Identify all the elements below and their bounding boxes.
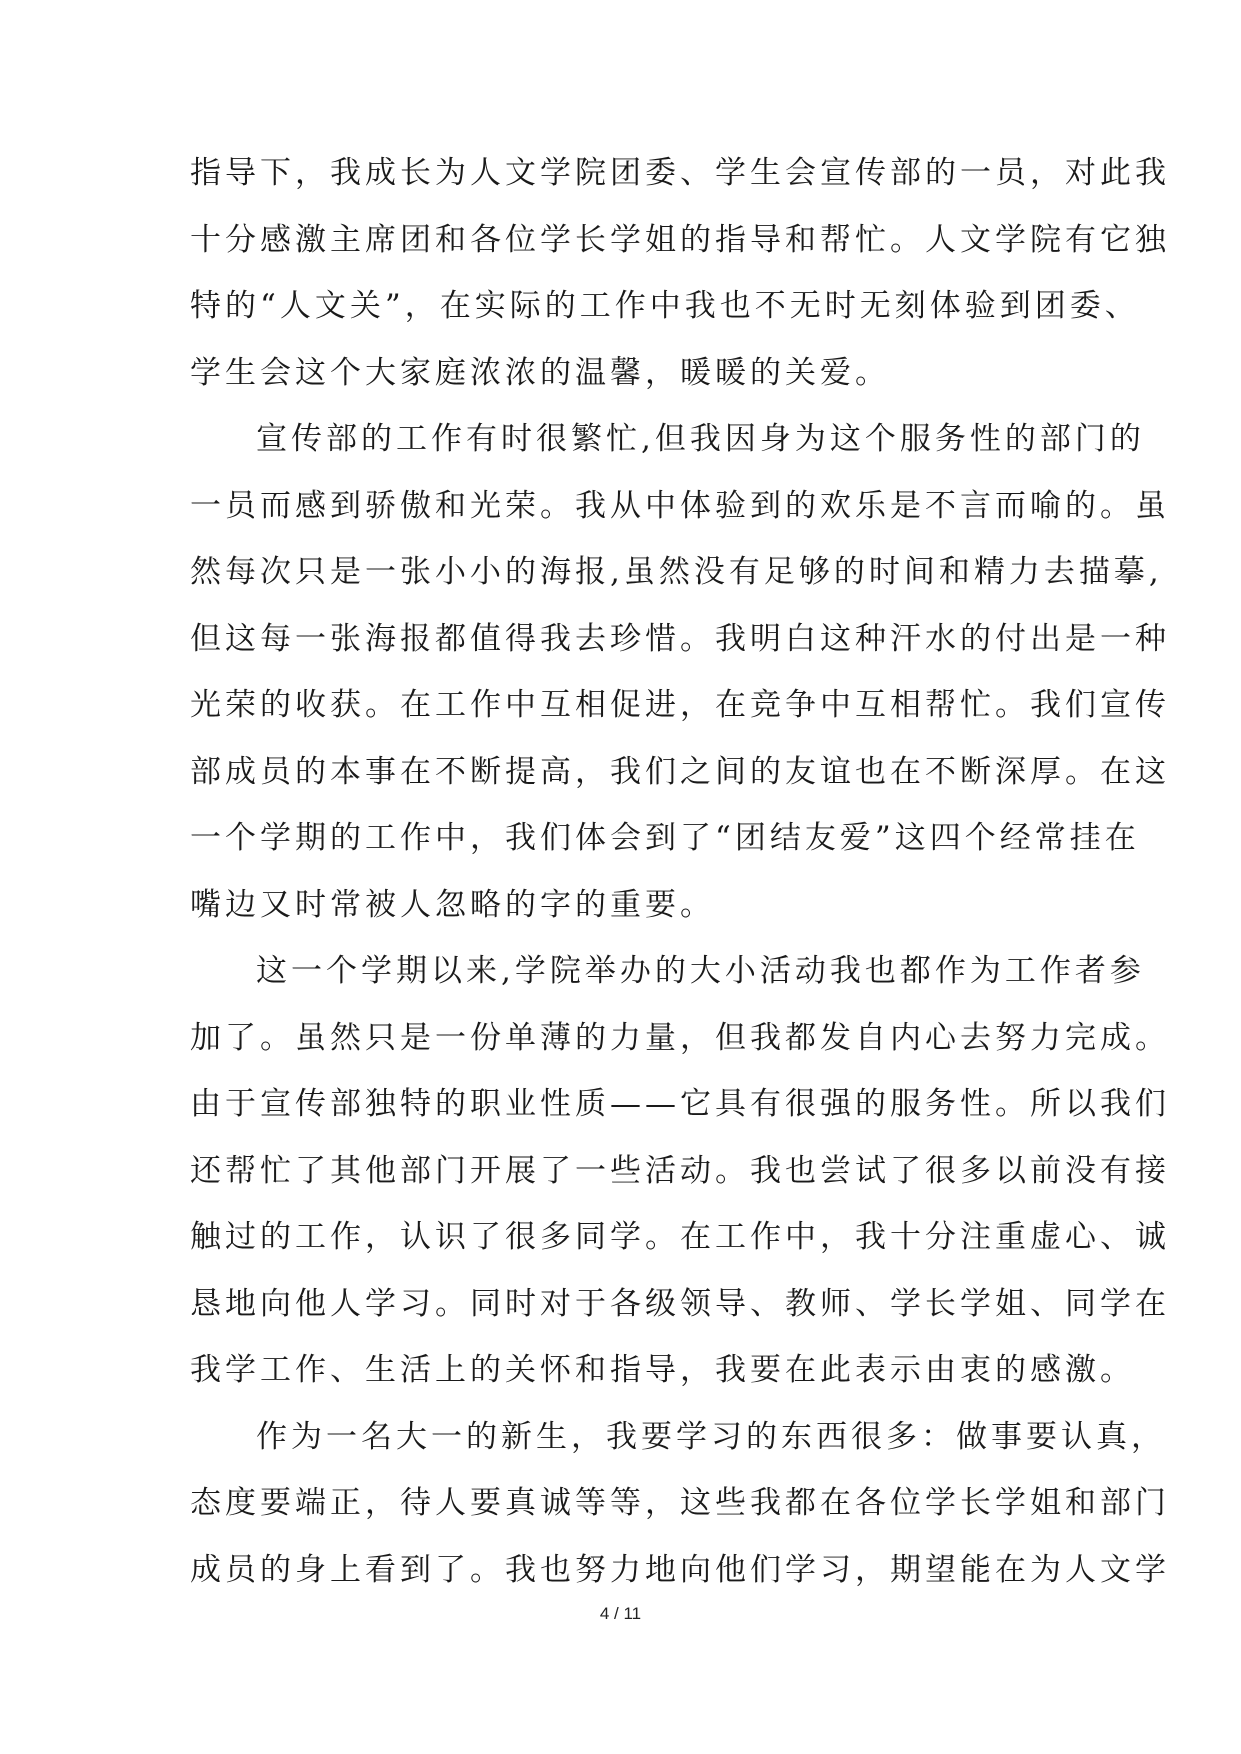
paragraph-first-line: 这一个学期以来,学院举办的大小活动我也都作为工作者参 — [256, 953, 1145, 989]
text-line: 我学工作、生活上的关怀和指导，我要在此表示由衷的感激。 — [190, 1352, 1135, 1388]
text-line: 指导下，我成长为人文学院团委、学生会宣传部的一员，对此我 — [190, 155, 1170, 191]
page-number: 4 / 11 — [599, 1604, 642, 1623]
text-line: 一个学期的工作中，我们体会到了“团结友爱”这四个经常挂在 — [190, 820, 1140, 856]
text-line: 光荣的收获。在工作中互相促进，在竞争中互相帮忙。我们宣传 — [190, 687, 1170, 723]
text-line: 触过的工作，认识了很多同学。在工作中，我十分注重虚心、诚 — [190, 1219, 1170, 1255]
text-line: 但这每一张海报都值得我去珍惜。我明白这种汗水的付出是一种 — [190, 620, 1170, 657]
text-line: 学生会这个大家庭浓浓的温馨，暖暖的关爱。 — [190, 354, 890, 391]
text-line: 还帮忙了其他部门开展了一些活动。我也尝试了很多以前没有接 — [190, 1152, 1170, 1189]
paragraph-first-line: 作为一名大一的新生，我要学习的东西很多：做事要认真， — [256, 1418, 1166, 1455]
body-text — [190, 153, 1170, 1616]
text-line: 然每次只是一张小小的海报,虽然没有足够的时间和精力去描摹, — [190, 554, 1163, 590]
paragraph-first-line: 宣传部的工作有时很繁忙,但我因身为这个服务性的部门的 — [256, 421, 1145, 457]
text-line: 特的“人文关”，在实际的工作中我也不无时无刻体验到团委、 — [190, 288, 1140, 324]
text-line: 一员而感到骄傲和光荣。我从中体验到的欢乐是不言而喻的。虽 — [190, 487, 1170, 524]
text-line: 恳地向他人学习。同时对于各级领导、教师、学长学姐、同学在 — [190, 1285, 1170, 1322]
text-line: 嘴边又时常被人忽略的字的重要。 — [190, 886, 715, 923]
text-line: 由于宣传部独特的职业性质——它具有很强的服务性。所以我们 — [190, 1086, 1170, 1122]
text-line: 态度要端正，待人要真诚等等，这些我都在各位学长学姐和部门 — [190, 1485, 1170, 1521]
text-line: 成员的身上看到了。我也努力地向他们学习，期望能在为人文学 — [190, 1551, 1170, 1588]
text-line: 部成员的本事在不断提高，我们之间的友谊也在不断深厚。在这 — [190, 753, 1170, 790]
text-line: 加了。虽然只是一份单薄的力量，但我都发自内心去努力完成。 — [190, 1019, 1170, 1056]
text-line: 十分感激主席团和各位学长学姐的指导和帮忙。人文学院有它独 — [190, 221, 1170, 258]
